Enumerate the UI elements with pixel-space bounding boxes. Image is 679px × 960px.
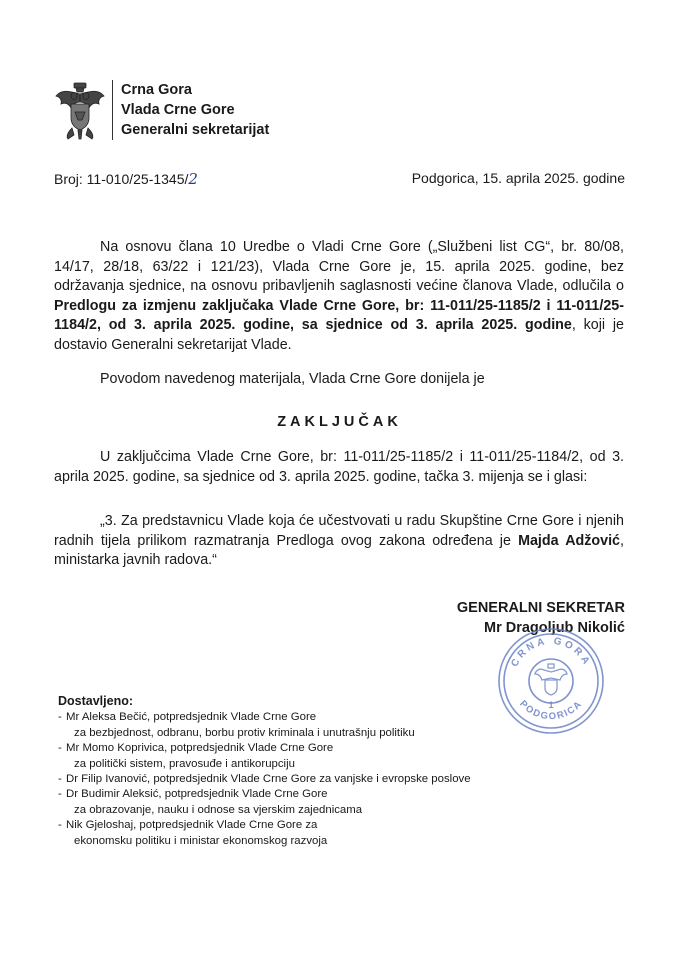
paragraph-new-text xyxy=(54,512,624,571)
list-item xyxy=(58,787,471,818)
signature-role: GENERALNI SEKRETAR xyxy=(456,600,625,616)
institution-lines xyxy=(112,80,269,140)
list-item xyxy=(58,710,471,741)
official-seal-stamp xyxy=(492,622,610,740)
paragraph-adoption: Povodom navedenog materijala, Vlada Crne Gore donijela je xyxy=(100,371,485,387)
recipient-line: Nik Gjeloshaj, potpredsjednik Vlade Crne Gore za xyxy=(66,819,318,832)
header-country: Crna Gora xyxy=(121,82,192,98)
list-dash: - xyxy=(58,773,62,786)
recipient-line: Dr Filip Ivanović, potpredsjednik Vlade Crne Gore za vanjske i evropske poslove xyxy=(66,773,471,786)
recipient-line: Dr Budimir Aleksić, potpredsjednik Vlade Crne Gore xyxy=(66,788,328,801)
seal-number: 1 xyxy=(548,700,554,710)
recipient-portfolio: za bezbjednost, odbranu, borbu protiv kriminala i unutrašnju politiku xyxy=(74,726,415,739)
paragraph4-bold-name: Majda Adžović xyxy=(518,532,621,549)
paragraph-legal-basis xyxy=(54,238,624,356)
paragraph1-text-end: , koji je dostavio Generalni sekretarijat Vlade. xyxy=(54,317,624,353)
paragraph-amendment: U zaključcima Vlade Crne Gore, br: 11-011/25-1185/2 i 11-011/25-1184/2, od 3. aprila 2025. godine, sa sjednice od 3. aprila 2025. godine, tačka 3. mijenja se i glasi: xyxy=(54,449,624,485)
reference-number: Broj: 11-010/25-1345/ xyxy=(54,171,189,187)
list-item xyxy=(58,741,471,772)
list-item xyxy=(58,818,471,849)
seal-bottom-text: PODGORICA xyxy=(517,698,585,723)
document-title: ZAKLJUČAK xyxy=(277,414,402,430)
list-item xyxy=(58,772,471,787)
coat-of-arms-icon xyxy=(54,82,106,140)
distribution-title: Dostavljeno: xyxy=(58,694,134,708)
paragraph4-text: „3. Za predstavnicu Vlade koja će učestvovati u radu Skupštine Crne Gore i njenih radnih tijela prilikom razmatranja Predloga ovog zakona određena je xyxy=(54,513,624,549)
paragraph1-bold: Predlogu za izmjenu zaključaka Vlade Crne Gore, br: 11-011/25-1185/2 i 11-011/25-1184/2, od 3. aprila 2025. godine, sa sjednice od 3. aprila 2025. godine xyxy=(54,297,624,334)
distribution-list xyxy=(58,694,471,849)
place-date: Podgorica, 15. aprila 2025. godine xyxy=(411,170,625,186)
signature-name: Mr Dragoljub Nikolić xyxy=(484,620,625,636)
header-department: Generalni sekretarijat xyxy=(121,122,270,138)
recipient-line: Mr Aleksa Bečić, potpredsjednik Vlade Crne Gore xyxy=(66,711,317,724)
recipient-line: Mr Momo Koprivica, potpredsjednik Vlade Crne Gore xyxy=(66,742,334,755)
recipient-portfolio: ekonomsku politiku i ministar ekonomskog razvoja xyxy=(74,834,328,847)
header-government: Vlada Crne Gore xyxy=(121,102,235,118)
seal-crest-icon xyxy=(535,664,567,695)
document-number xyxy=(54,170,198,188)
recipient-portfolio: za obrazovanje, nauku i odnose sa vjerskim zajednicama xyxy=(74,803,363,816)
seal-top-text: CRNA GORA xyxy=(509,635,593,669)
list-dash: - xyxy=(58,711,62,724)
list-dash: - xyxy=(58,742,62,755)
paragraph4-text-end: , ministarka javnih radova.“ xyxy=(54,532,624,569)
handwritten-suffix: 2 xyxy=(188,170,198,188)
recipient-portfolio: za politički sistem, pravosuđe i antikorupciju xyxy=(74,757,295,770)
list-dash: - xyxy=(58,788,62,801)
list-dash: - xyxy=(58,819,62,832)
paragraph1-text: Na osnovu člana 10 Uredbe o Vladi Crne Gore („Službeni list CG“, br. 80/08, 14/17, 28/18, 63/22 i 121/23), Vlada Crne Gore je, 15. aprila 2025. godine, bez održavanja sjednice, na osnovu pribavljenih saglasnosti većine članova Vlade, odlučila o xyxy=(54,239,624,295)
